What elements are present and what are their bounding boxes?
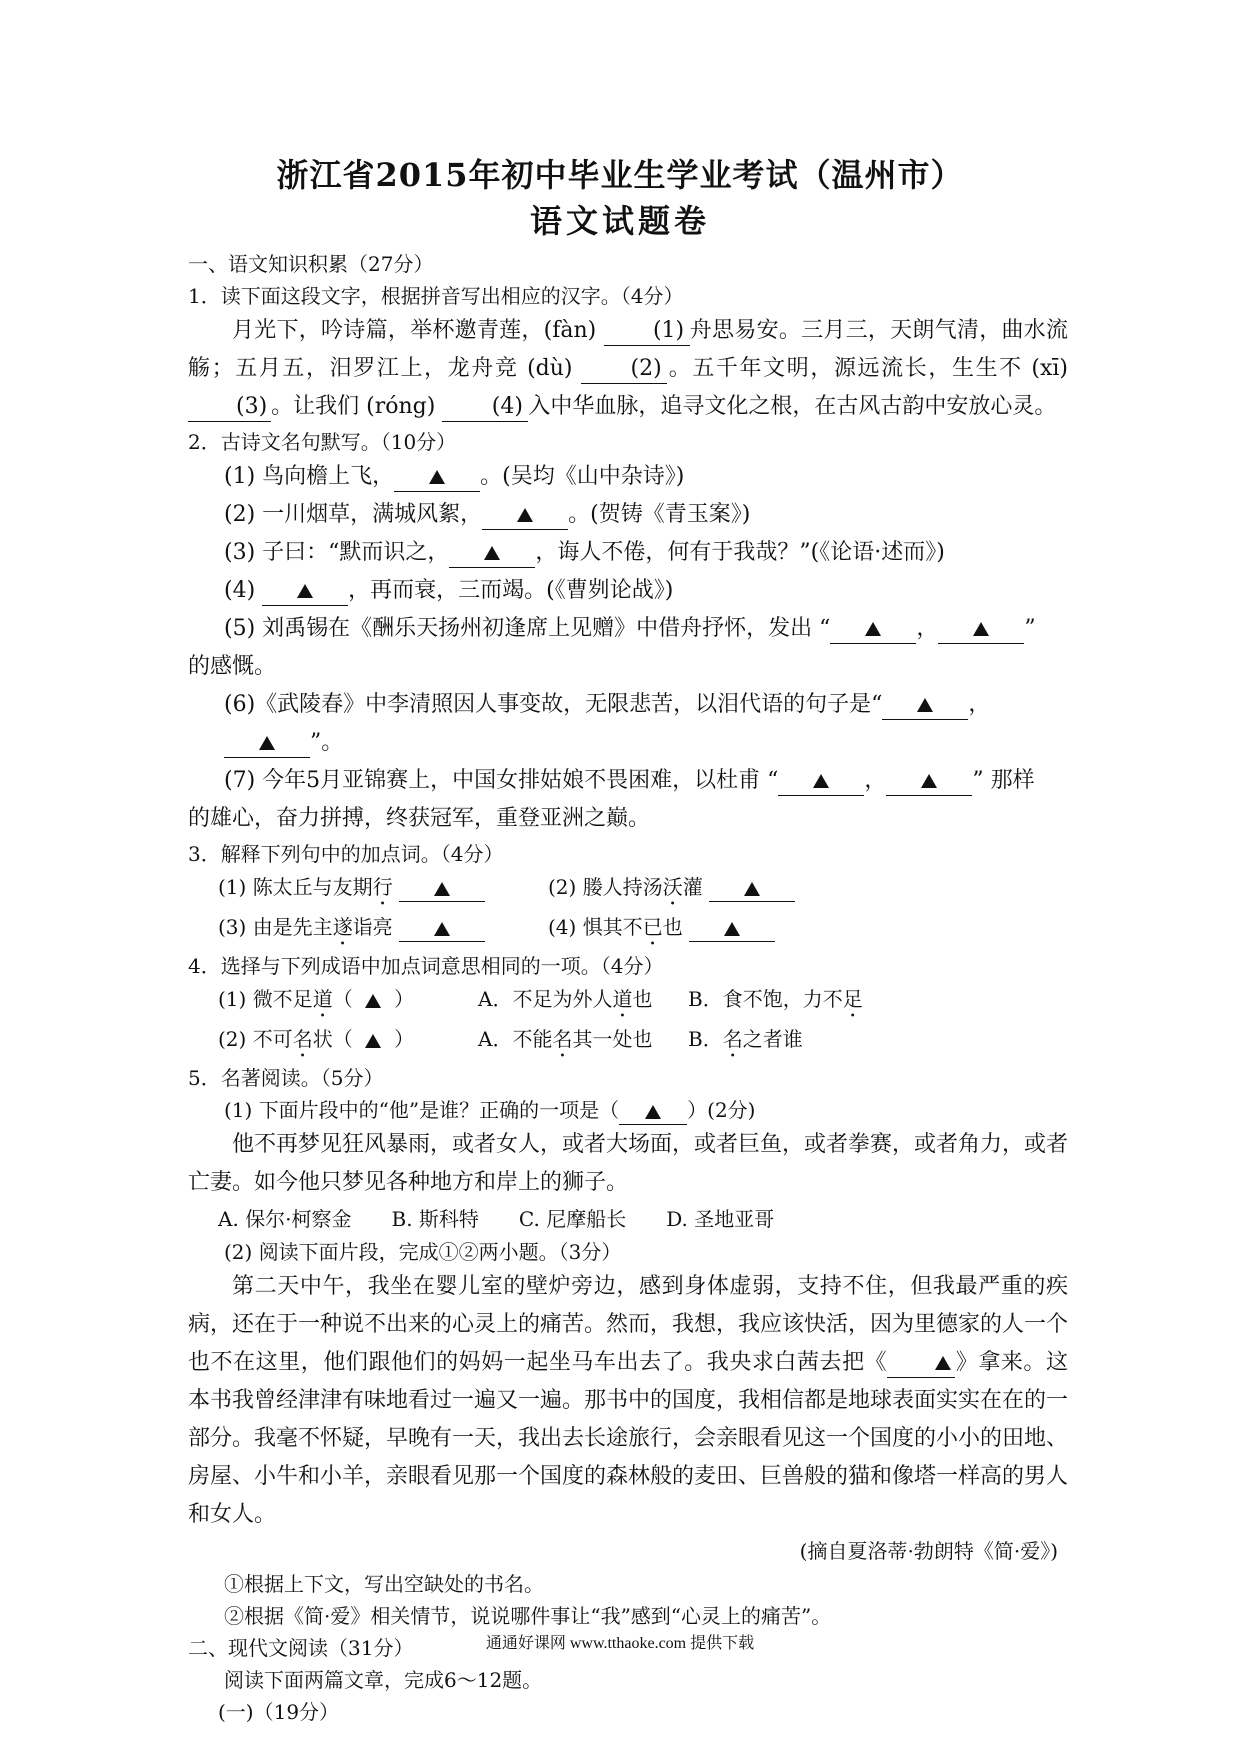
triangle-icon bbox=[259, 736, 275, 750]
triangle-icon bbox=[297, 584, 313, 598]
q5-subq-1: ①根据上下文，写出空缺处的书名。 bbox=[224, 1572, 544, 1596]
triangle-icon bbox=[935, 1356, 951, 1370]
exam-subtitle: 语文试题卷 bbox=[529, 202, 710, 240]
q1-blank-2[interactable]: (2) bbox=[581, 355, 667, 384]
triangle-icon bbox=[865, 622, 881, 636]
q1-blank-4[interactable]: (4) bbox=[442, 393, 528, 422]
q5-subq-2: ②根据《简·爱》相关情节，说说哪件事让“我”感到“心灵上的痛苦”。 bbox=[224, 1604, 832, 1628]
answer-blank[interactable] bbox=[262, 577, 348, 606]
triangle-icon[interactable] bbox=[365, 1034, 381, 1048]
q1-heading: 1．读下面这段文字，根据拼音写出相应的汉字。（4分） bbox=[188, 284, 684, 308]
q5-source: (摘自夏洛蒂·勃朗特《简·爱》) bbox=[799, 1539, 1058, 1563]
q2-item-4: (4) ，再而衰，三而竭。(《曹刿论战》) bbox=[188, 572, 1068, 610]
q5-passage-2: 第二天中午，我坐在婴儿室的壁炉旁边，感到身体虚弱，支持不住，但我最严重的疾病，还在于一种说不出来的心灵上的痛苦。然而，我想，我应该快活，因为里德家的人一个也不在这里，他们跟他们的妈妈一起坐马车出去了。我央求白茜去把《 》拿来。这本书我曾经津津有味地看过一遍又一遍。那书中的国度，我相信都是地球表面实实在在的一部分。我毫不怀疑，早晚有一天，我出去长途旅行，会亲眼看见这一个国度的小小的田地、房屋、小牛和小羊，亲眼看见那一个国度的森林般的麦田、巨兽般的猫和像塔一样高的男人和女人。 bbox=[188, 1274, 1069, 1527]
q2-item-1: (1) 鸟向檐上飞， 。(吴均《山中杂诗》) bbox=[188, 458, 1068, 496]
section-2-intro: 阅读下面两篇文章，完成6～12题。 bbox=[224, 1668, 543, 1692]
answer-blank[interactable] bbox=[882, 691, 968, 720]
answer-blank[interactable] bbox=[709, 873, 795, 902]
answer-blank[interactable] bbox=[886, 767, 972, 796]
q1-blank-3[interactable]: (3) bbox=[188, 393, 271, 422]
q5-passage-1: 他不再梦见狂风暴雨，或者女人，或者大场面，或者巨鱼，或者拳赛，或者角力，或者亡妻。如今他只梦见各种地方和岸上的狮子。 bbox=[188, 1132, 1069, 1195]
triangle-icon bbox=[724, 922, 740, 936]
q1-blank-1[interactable]: (1) bbox=[604, 317, 690, 346]
q2-heading: 2．古诗文名句默写。（10分） bbox=[188, 430, 457, 454]
answer-blank[interactable] bbox=[399, 913, 485, 942]
answer-blank[interactable] bbox=[938, 615, 1024, 644]
triangle-icon bbox=[813, 774, 829, 788]
q2-item-2: (2) 一川烟草，满城风絮， 。(贺铸《青玉案》) bbox=[188, 496, 1068, 534]
q4-row-1: (1) 微不足道（ ） A．不足为外人道也 B．食不饱，力不足 bbox=[218, 987, 863, 1011]
q3-heading: 3．解释下列句中的加点词。（4分） bbox=[188, 842, 504, 866]
answer-blank[interactable] bbox=[399, 873, 485, 902]
triangle-icon bbox=[517, 508, 533, 522]
answer-blank[interactable] bbox=[778, 767, 864, 796]
answer-blank[interactable] bbox=[224, 729, 310, 758]
exam-title: 浙江省2015年初中毕业生学业考试（温州市） bbox=[276, 156, 964, 194]
triangle-icon bbox=[645, 1105, 661, 1119]
triangle-icon bbox=[434, 882, 450, 896]
answer-blank[interactable] bbox=[394, 463, 480, 492]
triangle-icon bbox=[744, 882, 760, 896]
answer-blank[interactable] bbox=[619, 1096, 687, 1125]
triangle-icon bbox=[434, 922, 450, 936]
answer-blank[interactable] bbox=[887, 1349, 955, 1378]
triangle-icon bbox=[429, 470, 445, 484]
q2-item-7: (7) 今年5月亚锦赛上，中国女排姑娘不畏困难，以杜甫 “ ， ” 那样 bbox=[188, 762, 1068, 800]
answer-blank[interactable] bbox=[449, 539, 535, 568]
q2-item-5-cont: 的感慨。 bbox=[188, 654, 277, 679]
q5-sub-2: (2) 阅读下面片段，完成①②两小题。（3分） bbox=[224, 1240, 622, 1264]
section-1-heading: 一、语文知识积累（27分） bbox=[188, 252, 434, 276]
q2-item-3: (3) 子曰：“默而识之， ，诲人不倦，何有于我哉？”(《论语·述而》) bbox=[188, 534, 1068, 572]
answer-blank[interactable] bbox=[830, 615, 916, 644]
triangle-icon bbox=[921, 774, 937, 788]
q3-row-2: (3) 由是先主遂诣亮 (4) 惧其不已也 bbox=[188, 910, 1068, 950]
answer-blank[interactable] bbox=[482, 501, 568, 530]
q3-row-1: (1) 陈太丘与友期行 (2) 媵人持汤沃灌 bbox=[188, 870, 1068, 910]
q1-paragraph: 月光下，吟诗篇，举杯邀青莲，(fàn) (1) 舟思易安。三月三，天朗气清，曲水流觞；五月五，汨罗江上，龙舟竞 (dù) (2) 。五千年文明，源远流长，生生不 (xī) (3) 。让我们 (róng) (4) 入中华血脉，追寻文化之根，在古风古韵中安放心灵。 bbox=[188, 312, 1068, 426]
section-2-heading: 二、现代文阅读（31分） bbox=[188, 1636, 414, 1660]
triangle-icon bbox=[973, 622, 989, 636]
q5-heading: 5．名著阅读。（5分） bbox=[188, 1066, 384, 1090]
q2-item-5: (5) 刘禹锡在《酬乐天扬州初逢席上见赠》中借舟抒怀，发出 “ ， ” bbox=[188, 610, 1068, 648]
answer-blank[interactable] bbox=[689, 913, 775, 942]
q4-row-2: (2) 不可名状（ ） A．不能名其一处也 B．名之者谁 bbox=[218, 1027, 803, 1051]
triangle-icon[interactable] bbox=[365, 994, 381, 1008]
q5-sub-1: (1) 下面片段中的“他”是谁？正确的一项是（ ）(2分) bbox=[188, 1094, 1068, 1126]
q5-options[interactable]: A. 保尔·柯察金 B. 斯科特 C. 尼摩船长 D. 圣地亚哥 bbox=[218, 1207, 775, 1231]
section-2-part-1: (一)（19分） bbox=[218, 1700, 340, 1724]
footer-credit: 通通好课网 www.tthaoke.com 提供下载 bbox=[485, 1635, 755, 1652]
q2-item-6: (6)《武陵春》中李清照因人事变故，无限悲苦，以泪代语的句子是“ ，”。 bbox=[188, 686, 1068, 762]
q4-heading: 4．选择与下列成语中加点词意思相同的一项。（4分） bbox=[188, 954, 664, 978]
q2-item-7-cont: 的雄心，奋力拼搏，终获冠军，重登亚洲之巅。 bbox=[188, 806, 651, 831]
exam-body bbox=[188, 248, 1068, 1728]
triangle-icon bbox=[917, 698, 933, 712]
triangle-icon bbox=[484, 546, 500, 560]
